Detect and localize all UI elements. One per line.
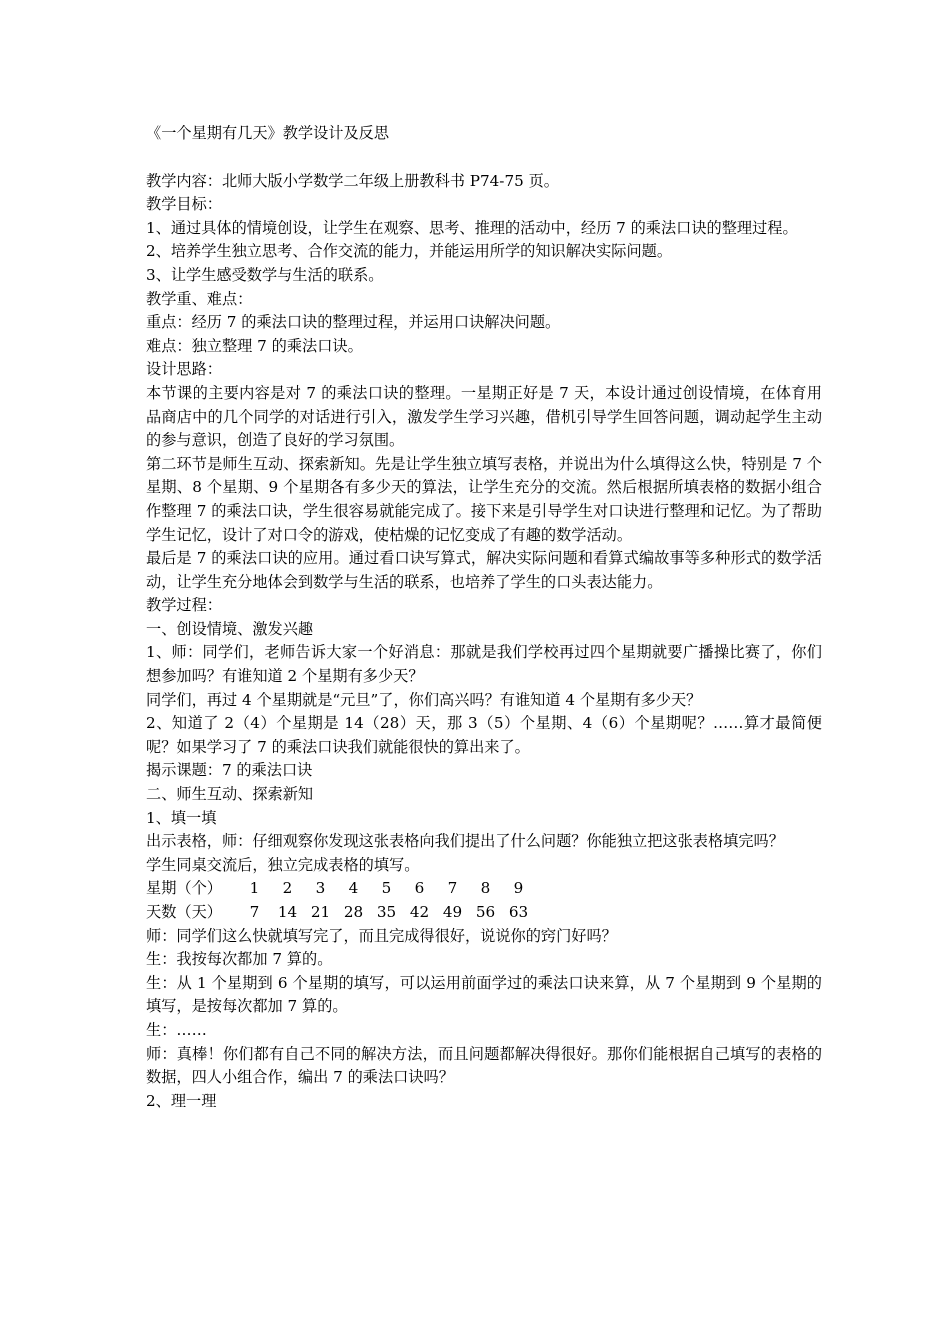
day-cell: 28	[343, 903, 364, 921]
paragraph: 师：同学们这么快就填写完了，而且完成得很好，说说你的窍门好吗？	[146, 926, 617, 945]
paragraph: 第二环节是师生互动、探索新知。先是让学生独立填写表格，并说出为什么填得这么快，特别是 7 个星期、8 个星期、9 个星期各有多少天的算法，让学生充分的交流。然后根据所填表格的数据小组合作整理 7 的乘法口诀，学生很容易就能完成了。接下来是引导学生对口诀进行整理和记忆。为了帮助学生记忆，设计了对口令的游戏，使枯燥的记忆变成了有趣的数学活动。	[146, 454, 822, 544]
paragraph: 二、师生互动、探索新知	[146, 785, 314, 804]
day-cell: 49	[442, 903, 463, 921]
week-cell: 1	[249, 879, 260, 898]
week-cell: 4	[348, 879, 359, 898]
paragraph: 教学目标：	[146, 195, 222, 214]
paragraph: 出示表格，师：仔细观察你发现这张表格向我们提出了什么问题？你能独立把这张表格填完吗？	[146, 832, 784, 851]
week-cell: 7	[447, 879, 458, 898]
day-cell: 63	[508, 903, 529, 921]
paragraph: 师：真棒！你们都有自己不同的解决方法，而且问题都解决得很好。那你们能根据自己填写的表格的数据，四人小组合作，编出 7 的乘法口诀吗？	[146, 1044, 822, 1087]
paragraph: 最后是 7 的乘法口诀的应用。通过看口诀写算式，解决实际问题和看算式编故事等多种形式的数学活动，让学生充分地体会到数学与生活的联系，也培养了学生的口头表达能力。	[146, 549, 822, 591]
week-cell: 2	[282, 879, 293, 898]
table-row-days	[146, 901, 822, 925]
paragraph: 生：……	[146, 1020, 207, 1039]
week-cell: 6	[414, 879, 425, 898]
document-title: 《一个星期有几天》教学设计及反思	[146, 124, 389, 142]
week-cell: 5	[381, 879, 392, 898]
paragraph: 揭示课题：7 的乘法口诀	[146, 761, 313, 780]
document-page	[146, 122, 822, 1113]
day-cell: 7	[249, 903, 260, 921]
paragraph: 同学们，再过 4 个星期就是“元旦”了，你们高兴吗？有谁知道 4 个星期有多少天？	[146, 690, 702, 709]
week-cell: 8	[480, 879, 491, 898]
paragraph: 教学内容：北师大版小学数学二年级上册教科书 P74-75 页。	[146, 171, 559, 190]
day-cell: 21	[310, 903, 331, 921]
weeks-label: 星期（个）	[146, 879, 222, 898]
paragraph: 教学过程：	[146, 596, 222, 615]
paragraph: 2、知道了 2（4）个星期是 14（28）天，那 3（5）个星期、4（6）个星期呢？……算才最简便呢？如果学习了 7 的乘法口诀我们就能很快的算出来了。	[146, 714, 822, 756]
paragraph: 生：从 1 个星期到 6 个星期的填写，可以运用前面学过的乘法口诀来算，从 7 个星期到 9 个星期的填写，是按每次都加 7 算的。	[146, 973, 822, 1016]
paragraph: 教学重、难点：	[146, 289, 253, 308]
paragraph: 1、师：同学们，老师告诉大家一个好消息：那就是我们学校再过四个星期就要广播操比赛了，你们想参加吗？有谁知道 2 个星期有多少天？	[146, 643, 822, 686]
table-row-weeks	[146, 877, 822, 901]
paragraph: 2、理一理	[146, 1091, 217, 1110]
days-label: 天数（天）	[146, 903, 222, 921]
week-cell: 3	[315, 879, 326, 898]
week-cell: 9	[513, 879, 524, 898]
paragraph: 重点：经历 7 的乘法口诀的整理过程，并运用口诀解决问题。	[146, 313, 561, 332]
paragraph: 1、填一填	[146, 808, 217, 827]
paragraph: 设计思路：	[146, 360, 222, 379]
paragraph: 2、培养学生独立思考、合作交流的能力，并能运用所学的知识解决实际问题。	[146, 242, 673, 261]
paragraph: 1、通过具体的情境创设，让学生在观察、思考、推理的活动中，经历 7 的乘法口诀的整理过程。	[146, 218, 798, 237]
paragraph: 难点：独立整理 7 的乘法口诀。	[146, 336, 363, 355]
day-cell: 14	[277, 903, 298, 921]
day-cell: 35	[376, 903, 397, 921]
body-before-table	[146, 170, 822, 878]
paragraph: 3、让学生感受数学与生活的联系。	[146, 265, 384, 284]
day-cell: 42	[409, 903, 430, 921]
paragraph: 生：我按每次都加 7 算的。	[146, 950, 333, 969]
body-after-table	[146, 925, 822, 1114]
paragraph: 学生同桌交流后，独立完成表格的填写。	[146, 855, 420, 874]
paragraph: 本节课的主要内容是对 7 的乘法口诀的整理。一星期正好是 7 天，本设计通过创设情境，在体育用品商店中的几个同学的对话进行引入，激发学生学习兴趣，借机引导学生回答问题，调动起学生主动的参与意识，创造了良好的学习氛围。	[146, 383, 822, 450]
paragraph: 一、创设情境、激发兴趣	[146, 619, 314, 638]
weeks-days-table	[146, 877, 822, 924]
day-cell: 56	[475, 903, 496, 921]
